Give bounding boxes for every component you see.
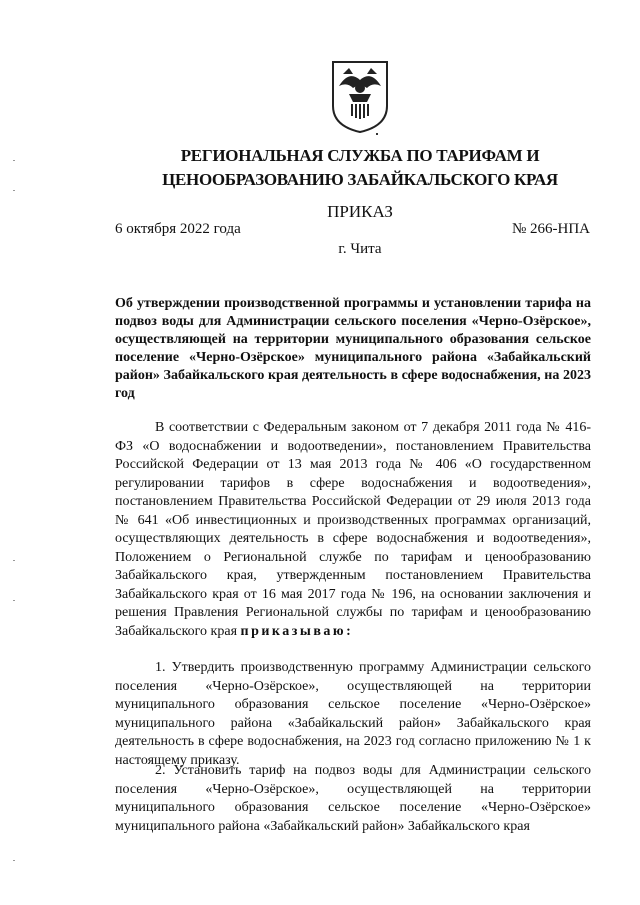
preamble-paragraph (115, 419, 591, 641)
org-title-line2: ЦЕНООБРАЗОВАНИЮ ЗАБАЙКАЛЬСКОГО КРАЯ (162, 170, 558, 189)
margin-mark (13, 190, 15, 191)
coat-of-arms-icon (329, 58, 391, 134)
decorative-dot (376, 133, 378, 135)
doc-date: 6 октября 2022 года (115, 221, 241, 237)
margin-mark (13, 860, 15, 861)
doc-type: ПРИКАЗ (327, 202, 393, 221)
item-2: 2. Установить тариф на подвоз воды для Администрации сельского поселения «Черно-Озёрское», осуществляющей на территории муниципального образования сельское поселение «Черно-Озёрское» муниципального района «Забайкальский район» Забайкальского края (115, 763, 591, 834)
order-word: приказываю: (240, 623, 354, 639)
item-1: 1. Утвердить производственную программу Администрации сельского поселения «Черно-Озёрское», осуществляющей на территории муниципального образования сельское поселение «Черно-Озёрское» муниципального района «Забайкальский район» Забайкальского края деятельность в сфере водоснабжения, на 2023 год согласно приложению № 1 к настоящему приказу. (115, 660, 591, 768)
margin-mark (13, 600, 15, 601)
doc-city: г. Чита (338, 241, 382, 257)
margin-mark (13, 160, 15, 161)
preamble-text: В соответствии с Федеральным законом от 7 декабря 2011 года № 416-ФЗ «О водоснабжении и водоотведении», постановлением Правительства Российской Федерации от 13 мая 2013 года № 406 «О государственном регулировании тарифов в сфере водоснабжения и водоотведения», постановлением Правительства Российской Федерации от 29 июля 2013 года № 641 «Об инвестиционных и производственных программах организаций, осуществляющих деятельность в сфере водоснабжения и водоотведения», Положением о Региональной службе по тарифам и ценообразованию Забайкальского края, утвержденным постановлением Правительства Забайкальского края от 16 мая 2017 года № 196, на основании заключения и решения Правления Региональной службы по тарифам и ценообразованию Забайкальского края (115, 420, 591, 639)
margin-mark (13, 560, 15, 561)
doc-subject: Об утверждении производственной программы и установлении тарифа на подвоз воды для Администрации сельского поселения «Черно-Озёрское», осуществляющей на территории муниципального образования сельское поселение «Черно-Озёрское» муниципального района «Забайкальский район» Забайкальского края деятельность в сфере водоснабжения, на 2023 год (115, 296, 591, 401)
org-title-line1: РЕГИОНАЛЬНАЯ СЛУЖБА ПО ТАРИФАМ И (180, 146, 540, 165)
doc-number: № 266-НПА (511, 221, 590, 237)
